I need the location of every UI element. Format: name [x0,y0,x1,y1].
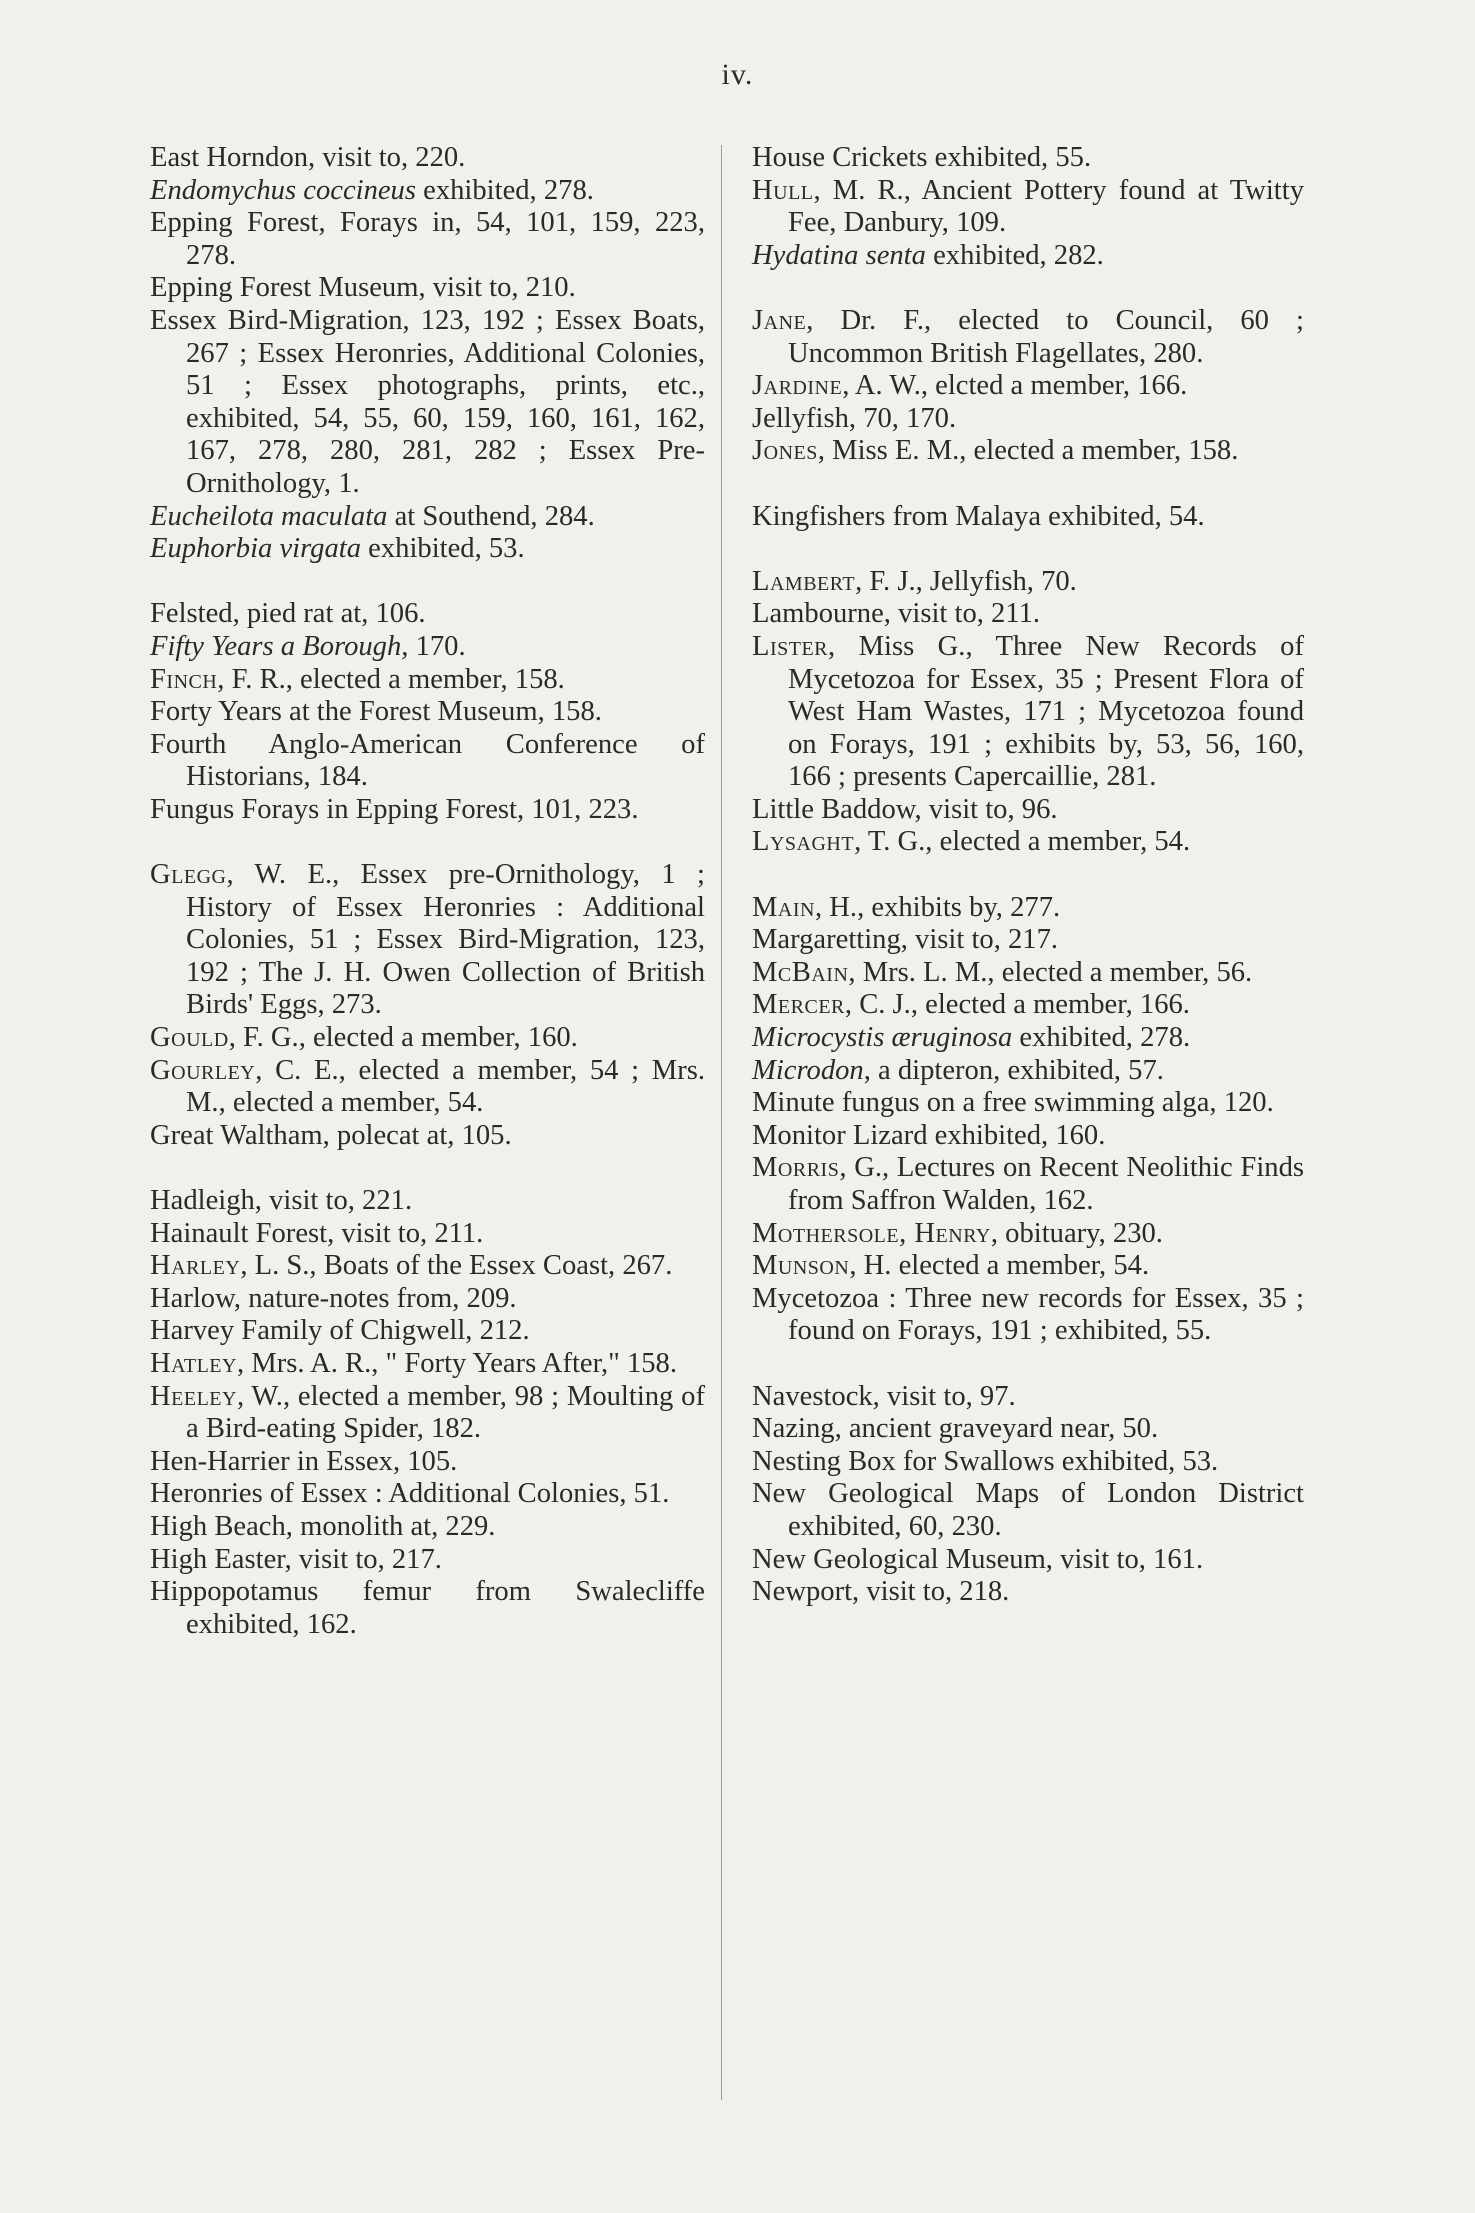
index-entry [752,826,1304,859]
entry-text: , Dr. F., elected to Council, 60 ; Uncommon British Flagellates, 280. [788,304,1304,369]
entry-text: at Southend, 284. [387,500,595,532]
index-entry [150,1511,705,1544]
entry-italic-term: Endomychus coccineus [150,174,416,206]
entry-text: Monitor Lizard exhibited, 160. [752,1119,1106,1151]
section-gap [752,272,1304,305]
entry-text: exhibited, 278. [416,174,594,206]
entry-text: , a dipteron, exhibited, 57. [863,1054,1164,1086]
entry-text: Navestock, visit to, 97. [752,1380,1016,1412]
entry-text: , Mrs. A. R., " Forty Years After," 158. [236,1347,677,1379]
entry-text: High Easter, visit to, 217. [150,1543,442,1575]
index-entry [752,1283,1304,1348]
index-entry [752,924,1304,957]
index-entry [150,501,705,534]
entry-author: Mercer [752,989,845,1021]
entry-text: Felsted, pied rat at, 106. [150,598,426,630]
entry-italic-term: Hydatina senta [752,239,926,271]
entry-text: Forty Years at the Forest Museum, 158. [150,696,602,728]
entry-text: New Geological Maps of London District exhibited, 60, 230. [752,1478,1304,1542]
index-entry [150,1315,705,1348]
entry-italic-term: Microcystis æruginosa [752,1022,1013,1054]
index-entry [752,305,1304,370]
section-gap [150,566,705,599]
index-entry [752,1478,1304,1543]
entry-author: Heeley [150,1380,237,1412]
entry-text: , A. W., elcted a member, 166. [842,370,1188,402]
entry-text: , Miss G., Three New Records of Mycetozoa for Essex, 35 ; Present Flora of West Ham Wastes, 171 ; Mycetozoa found on Forays, 191 ; exhibits by, 53, 56, 160, 166 ; presents Capercaillie, 281. [788,630,1304,793]
entry-author: Harley [150,1250,241,1282]
entry-text: Margaretting, visit to, 217. [752,924,1059,956]
index-entry [752,240,1304,273]
entry-text: , H. elected a member, 54. [849,1250,1150,1282]
entry-author: Lister [752,630,829,662]
entry-text: Great Waltham, polecat at, 105. [150,1119,512,1151]
entry-italic-term: Eucheilota maculata [150,500,388,532]
index-entry [150,207,705,272]
index-entry [150,1218,705,1251]
entry-author: McBain [752,956,849,988]
entry-text: , L. S., Boats of the Essex Coast, 267. [240,1250,673,1282]
entry-author: Morris [752,1152,840,1184]
entry-text: , W. E., Essex pre-Ornithology, 1 ; History of Essex Heronries : Additional Colonies, 51 ; Essex Bird-Migration, 123, 192 ; The J. H. Owen Collection of British Birds' Eggs, 273. [186,859,705,1021]
index-entry [752,1055,1304,1088]
index-entry [150,598,705,631]
entry-text: High Beach, monolith at, 229. [150,1510,496,1542]
entry-text: , Mrs. L. M., elected a member, 56. [848,956,1253,988]
entry-text: exhibited, 278. [1012,1022,1191,1054]
section-gap [752,1348,1304,1381]
index-entry [752,957,1304,990]
entry-text: Nazing, ancient graveyard near, 50. [752,1413,1159,1445]
page-number: iv. [721,58,754,91]
entry-text: East Horndon, visit to, 220. [150,142,466,173]
entry-text: Hadleigh, visit to, 221. [150,1185,413,1216]
index-entry [752,435,1304,468]
index-entry [752,1218,1304,1251]
entry-text: Mycetozoa : Three new records for Essex, 35 ; found on Forays, 191 ; exhibited, 55. [752,1282,1304,1347]
index-entry [752,631,1304,794]
entry-text: Hen-Harrier in Essex, 105. [150,1445,458,1477]
section-gap [752,468,1304,501]
index-entry [752,1576,1304,1609]
entry-text: Minute fungus on a free swimming alga, 120. [752,1087,1274,1119]
entry-author: Jones [752,435,818,467]
entry-text: Harlow, nature-notes from, 209. [150,1282,517,1314]
column-divider [721,145,722,2100]
index-entry [752,892,1304,925]
index-entry [752,1381,1304,1414]
section-gap [752,859,1304,892]
section-gap [752,533,1304,566]
entry-author: Lambert [752,565,856,597]
index-entry [150,1283,705,1316]
entry-text: Lambourne, visit to, 211. [752,598,1041,630]
entry-text: Epping Forest, Forays in, 54, 101, 159, 223, 278. [150,207,705,271]
entry-text: Heronries of Essex : Additional Colonies, 51. [150,1478,670,1510]
entry-text: Harvey Family of Chigwell, 212. [150,1315,530,1347]
index-entry [150,1250,705,1283]
index-entry [752,175,1304,240]
index-column-right [752,142,1304,1609]
index-entry [150,631,705,664]
entry-text: exhibited, 282. [925,239,1104,271]
index-entry [752,1120,1304,1153]
entry-text: Hippopotamus femur from Swalecliffe exhibited, 162. [150,1576,705,1640]
entry-author: Hull [752,174,814,206]
entry-author: Gould [150,1022,229,1054]
entry-text: , C. J., elected a member, 166. [844,989,1190,1021]
index-entry [752,1087,1304,1120]
index-entry [752,1413,1304,1446]
entry-text: Nesting Box for Swallows exhibited, 53. [752,1445,1219,1477]
entry-text: , C. E., elected a member, 54 ; Mrs. M., elected a member, 54. [186,1054,705,1119]
index-entry [150,1478,705,1511]
entry-italic-term: Euphorbia virgata [150,533,362,565]
index-entry [150,1446,705,1479]
entry-text: , W., elected a member, 98 ; Moulting of a Bird-eating Spider, 182. [186,1380,705,1445]
index-entry [752,1022,1304,1055]
index-entry [752,1446,1304,1479]
index-entry [150,1576,705,1641]
entry-text: Fourth Anglo-American Conference of Historians, 184. [150,728,705,793]
index-entry [150,729,705,794]
entry-author: Jardine [752,370,843,402]
entry-author: Main [752,891,815,923]
entry-text: , F. R., elected a member, 158. [217,663,565,695]
index-entry [752,1152,1304,1217]
index-entry [150,1022,705,1055]
index-entry [752,142,1304,175]
index-entry [752,794,1304,827]
index-entry [150,794,705,827]
index-entry [150,305,705,501]
entry-text: , T. G., elected a member, 54. [854,826,1191,858]
entry-italic-term: Microdon [752,1054,864,1086]
entry-text: House Crickets exhibited, 55. [752,142,1092,173]
section-gap [150,826,705,859]
entry-text: Fungus Forays in Epping Forest, 101, 223. [150,793,639,825]
index-entry [150,142,705,175]
index-entry [150,1544,705,1577]
entry-text: New Geological Museum, visit to, 161. [752,1543,1204,1575]
entry-text: , F. J., Jellyfish, 70. [855,565,1077,597]
index-entry [150,1055,705,1120]
entry-text: Kingfishers from Malaya exhibited, 54. [752,500,1205,532]
entry-author: Jane [752,304,807,336]
index-entry [752,1250,1304,1283]
entry-text: , F. G., elected a member, 160. [228,1022,578,1054]
index-entry [752,989,1304,1022]
index-entry [150,1185,705,1218]
index-entry [150,1348,705,1381]
index-entry [752,403,1304,436]
entry-text: 170. [408,630,466,662]
entry-author: Gourley [150,1054,256,1086]
entry-text: , H., exhibits by, 277. [814,891,1061,923]
index-entry [752,370,1304,403]
index-entry [150,664,705,697]
index-entry [752,566,1304,599]
index-entry [752,598,1304,631]
section-gap [150,1152,705,1185]
entry-text: , obituary, 230. [990,1217,1163,1249]
index-column-left [150,142,705,1641]
entry-text: Essex Bird-Migration, 123, 192 ; Essex Boats, 267 ; Essex Heronries, Additional Colonies, 51 ; Essex photographs, prints, etc., exhibited, 54, 55, 60, 159, 160, 161, 162, 167, 278, 280, 281, 282 ; Essex Pre-Ornithology, 1. [150,304,705,499]
index-entry [752,1544,1304,1577]
index-entry [150,696,705,729]
entry-text: , Miss E. M., elected a member, 158. [817,435,1239,467]
entry-text: Newport, visit to, 218. [752,1576,1010,1608]
entry-text: exhibited, 53. [361,533,525,565]
index-entry [752,501,1304,534]
index-entry [150,175,705,208]
index-entry [150,859,705,1022]
index-entry [150,272,705,305]
entry-author: Hatley [150,1347,237,1379]
entry-text: , G., Lectures on Recent Neolithic Finds from Saffron Walden, 162. [788,1152,1304,1216]
entry-text: Jellyfish, 70, 170. [752,402,957,434]
entry-author: Munson [752,1250,850,1282]
entry-author: Lysaght [752,826,855,858]
entry-author: Finch [150,663,218,695]
index-entry [150,1381,705,1446]
entry-author: Glegg [150,859,227,891]
entry-text: Epping Forest Museum, visit to, 210. [150,272,576,304]
index-entry [150,533,705,566]
entry-author: Mothersole, Henry [752,1217,991,1249]
entry-italic-term: Fifty Years a Borough, [150,630,409,662]
entry-text: , M. R., Ancient Pottery found at Twitty Fee, Danbury, 109. [788,174,1304,239]
entry-text: Little Baddow, visit to, 96. [752,793,1058,825]
entry-text: Hainault Forest, visit to, 211. [150,1217,484,1249]
index-entry [150,1120,705,1153]
